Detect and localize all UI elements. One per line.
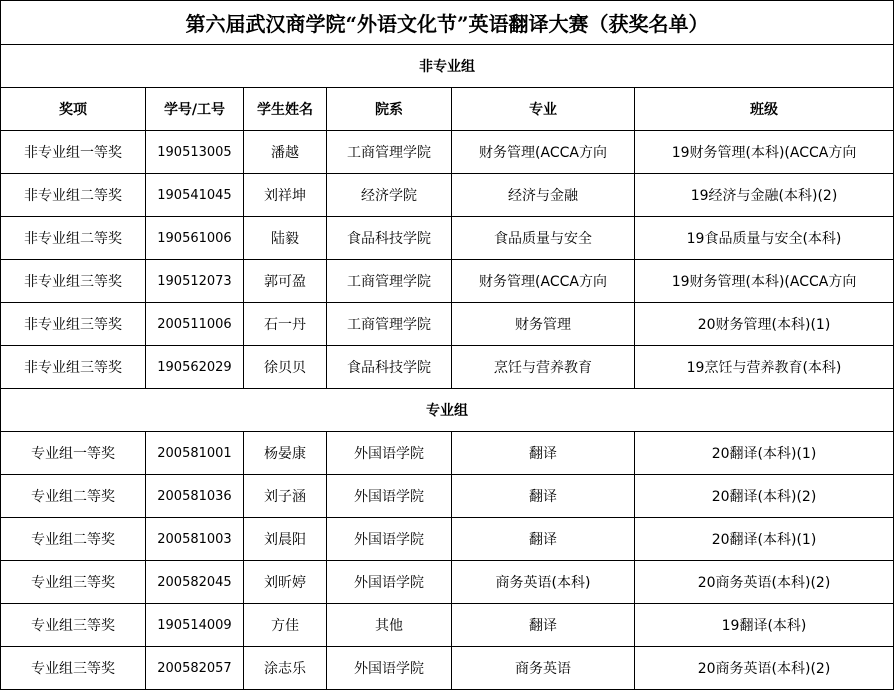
cell-student-id: 200581003 xyxy=(146,518,244,561)
cell-student-name: 涂志乐 xyxy=(244,647,327,690)
cell-department: 外国语学院 xyxy=(327,475,452,518)
group-label: 非专业组 xyxy=(1,45,894,88)
cell-major: 经济与金融 xyxy=(452,174,635,217)
cell-class: 20商务英语(本科)(2) xyxy=(635,561,894,604)
table-row xyxy=(1,174,894,217)
cell-major: 翻译 xyxy=(452,475,635,518)
cell-award: 专业组一等奖 xyxy=(1,432,146,475)
cell-award: 非专业组三等奖 xyxy=(1,303,146,346)
cell-department: 食品科技学院 xyxy=(327,217,452,260)
cell-student-id: 190562029 xyxy=(146,346,244,389)
cell-department: 经济学院 xyxy=(327,174,452,217)
cell-major: 食品质量与安全 xyxy=(452,217,635,260)
table-row xyxy=(1,303,894,346)
column-header-student-name: 学生姓名 xyxy=(244,88,327,131)
cell-major: 烹饪与营养教育 xyxy=(452,346,635,389)
cell-major: 财务管理(ACCA方向 xyxy=(452,260,635,303)
cell-student-id: 200581001 xyxy=(146,432,244,475)
cell-class: 20翻译(本科)(1) xyxy=(635,432,894,475)
table-row xyxy=(1,217,894,260)
column-header-award: 奖项 xyxy=(1,88,146,131)
cell-student-id: 200511006 xyxy=(146,303,244,346)
cell-major: 财务管理(ACCA方向 xyxy=(452,131,635,174)
cell-student-name: 杨晏康 xyxy=(244,432,327,475)
cell-student-id: 200582045 xyxy=(146,561,244,604)
cell-student-name: 郭可盈 xyxy=(244,260,327,303)
cell-student-name: 潘越 xyxy=(244,131,327,174)
cell-department: 食品科技学院 xyxy=(327,346,452,389)
group-label: 专业组 xyxy=(1,389,894,432)
group-row xyxy=(1,389,894,432)
cell-department: 外国语学院 xyxy=(327,561,452,604)
table-row xyxy=(1,260,894,303)
cell-class: 20翻译(本科)(2) xyxy=(635,475,894,518)
title-row xyxy=(1,1,894,45)
cell-student-id: 200582057 xyxy=(146,647,244,690)
cell-major: 商务英语(本科) xyxy=(452,561,635,604)
cell-class: 20财务管理(本科)(1) xyxy=(635,303,894,346)
cell-department: 工商管理学院 xyxy=(327,260,452,303)
cell-class: 19翻译(本科) xyxy=(635,604,894,647)
column-header-department: 院系 xyxy=(327,88,452,131)
cell-major: 翻译 xyxy=(452,432,635,475)
cell-student-id: 190514009 xyxy=(146,604,244,647)
table-row xyxy=(1,647,894,690)
column-header-student-id: 学号/工号 xyxy=(146,88,244,131)
table-row xyxy=(1,561,894,604)
cell-student-name: 刘子涵 xyxy=(244,475,327,518)
table-row xyxy=(1,475,894,518)
cell-student-name: 陆毅 xyxy=(244,217,327,260)
cell-department: 外国语学院 xyxy=(327,518,452,561)
cell-class: 19经济与金融(本科)(2) xyxy=(635,174,894,217)
table-row xyxy=(1,604,894,647)
cell-award: 专业组二等奖 xyxy=(1,518,146,561)
cell-class: 19食品质量与安全(本科) xyxy=(635,217,894,260)
cell-student-id: 190561006 xyxy=(146,217,244,260)
cell-department: 工商管理学院 xyxy=(327,303,452,346)
table-row xyxy=(1,131,894,174)
cell-student-id: 200581036 xyxy=(146,475,244,518)
cell-award: 专业组二等奖 xyxy=(1,475,146,518)
column-header-class: 班级 xyxy=(635,88,894,131)
cell-class: 19烹饪与营养教育(本科) xyxy=(635,346,894,389)
cell-award: 非专业组三等奖 xyxy=(1,260,146,303)
cell-department: 其他 xyxy=(327,604,452,647)
cell-student-id: 190512073 xyxy=(146,260,244,303)
table-row xyxy=(1,518,894,561)
group-row xyxy=(1,45,894,88)
cell-student-id: 190541045 xyxy=(146,174,244,217)
cell-student-name: 石一丹 xyxy=(244,303,327,346)
table-row xyxy=(1,432,894,475)
cell-class: 19财务管理(本科)(ACCA方向 xyxy=(635,131,894,174)
cell-major: 商务英语 xyxy=(452,647,635,690)
cell-major: 翻译 xyxy=(452,518,635,561)
cell-class: 20翻译(本科)(1) xyxy=(635,518,894,561)
cell-major: 翻译 xyxy=(452,604,635,647)
cell-award: 非专业组二等奖 xyxy=(1,174,146,217)
cell-major: 财务管理 xyxy=(452,303,635,346)
cell-student-name: 方佳 xyxy=(244,604,327,647)
cell-student-name: 刘昕婷 xyxy=(244,561,327,604)
cell-department: 工商管理学院 xyxy=(327,131,452,174)
cell-student-name: 徐贝贝 xyxy=(244,346,327,389)
cell-award: 非专业组二等奖 xyxy=(1,217,146,260)
cell-class: 19财务管理(本科)(ACCA方向 xyxy=(635,260,894,303)
cell-award: 非专业组一等奖 xyxy=(1,131,146,174)
cell-award: 专业组三等奖 xyxy=(1,561,146,604)
cell-student-name: 刘祥坤 xyxy=(244,174,327,217)
column-header-major: 专业 xyxy=(452,88,635,131)
header-row xyxy=(1,88,894,131)
cell-student-name: 刘晨阳 xyxy=(244,518,327,561)
table-body xyxy=(1,1,894,690)
cell-class: 20商务英语(本科)(2) xyxy=(635,647,894,690)
cell-award: 非专业组三等奖 xyxy=(1,346,146,389)
cell-award: 专业组三等奖 xyxy=(1,604,146,647)
cell-award: 专业组三等奖 xyxy=(1,647,146,690)
cell-student-id: 190513005 xyxy=(146,131,244,174)
page-title: 第六届武汉商学院“外语文化节”英语翻译大赛（获奖名单） xyxy=(1,1,894,45)
cell-department: 外国语学院 xyxy=(327,432,452,475)
cell-department: 外国语学院 xyxy=(327,647,452,690)
table-row xyxy=(1,346,894,389)
